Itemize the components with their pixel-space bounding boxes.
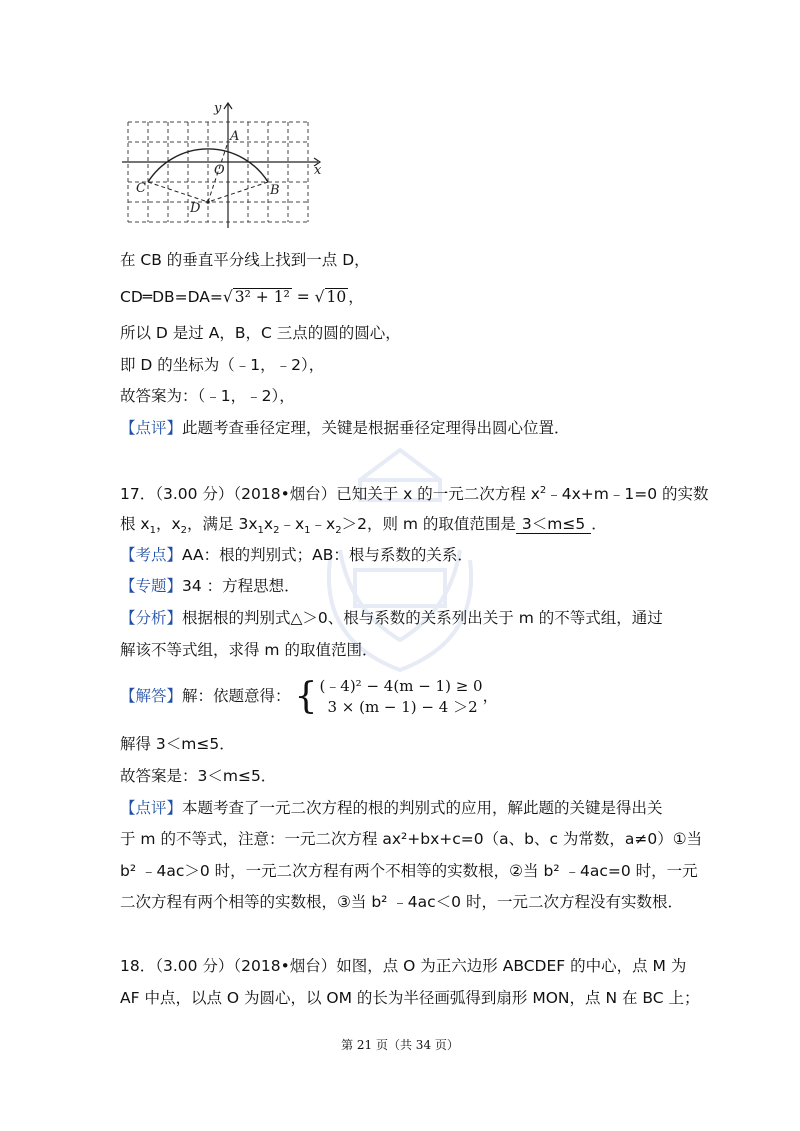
label-y: y [214,101,222,116]
q17-header: 17．（3.00 分）（2018•烟台）已知关于 x 的一元二次方程 $x^2﹣4x+m﹣1=0$ 的实数 [120,485,709,503]
q17-review-2: 于 m 的不等式，注意：一元二次方程 ax²+bx+c=0（a、b、c 为常数，a≠0）①当 [120,830,703,848]
q18-line1: 18．（3.00 分）（2018•烟台）如图，点 O 为正六边形 ABCDEF 的中心，点 M 为 [120,957,687,975]
q17-answer-line: 故答案是：3＜m≤5． [120,767,277,785]
label-a: A [230,129,240,144]
page-footer: 第 21 页（共 34 页） [341,1038,459,1052]
answer-blank: 3＜m≤5 [516,515,591,534]
label-o: O [214,163,225,178]
sol16-line2: CD═DB=DA=√ 3² + 1² = √ 10 ， [120,288,364,306]
system-eq2: 3 × (m − 1) − 4 ＞2 [327,697,478,716]
sol16-line2-suffix: ， [348,288,364,306]
coordinate-figure [118,100,328,230]
label-d: D [190,201,201,216]
q17-kaodian: 【考点】AA：根的判别式；AB：根与系数的关系． [120,546,473,564]
sol16-review [120,418,570,438]
review-tag: 【点评】 [120,419,183,437]
sol16-line5: 故答案为：（﹣1，﹣2）， [120,387,295,405]
q17-line2: 根 $x_1$，$x_2$，满足 $3x_1x_2﹣x_1﹣x_2>2$，则 m 的取值范围是 3＜m≤5 ． [120,515,607,536]
label-b: B [270,183,280,198]
q17-jiede: 解得 3＜m≤5． [120,735,235,753]
q17-fenxi-cont: 解该不等式组，求得 m 的取值范围． [120,641,378,659]
q17-review-3: b² ﹣4ac＞0 时，一元二次方程有两个不相等的实数根，②当 b² ﹣4ac=0 时，一元 [120,862,698,880]
q18-line2: AF 中点，以点 O 为圆心，以 OM 的长为半径画弧得到扇形 MON，点 N 在 BC 上； [120,989,700,1007]
q17-review-4: 二次方程有两个相等的实数根，③当 b² ﹣4ac＜0 时，一元二次方程没有实数根． [120,893,683,911]
sol16-line2-prefix: CD═DB=DA= [120,288,223,306]
q17-review: 【点评】本题考查了一元二次方程的根的判别式的应用，解此题的关键是得出关 [120,799,663,817]
q17-jieda: 【解答】解：依题意得： { (﹣4)² − 4(m − 1) ≥ 0 3 × (m − 1) − 4 ＞2， [120,675,499,717]
sqrt-result: 10 [326,288,347,306]
q17-fenxi: 【分析】根据根的判别式△＞0、根与系数的关系列出关于 m 的不等式组，通过 [120,609,663,627]
system-eq1: (﹣4)² − 4(m − 1) ≥ 0 [319,676,483,695]
sol16-line3: 所以 D 是过 A，B，C 三点的圆的圆心， [120,324,401,342]
review-text: 此题考查垂径定理，关键是根据垂径定理得出圆心位置． [182,419,570,437]
q17-zhuanti: 【专题】34 ：方程思想． [120,577,300,595]
sol16-line4: 即 D 的坐标为（﹣1，﹣2）， [120,356,325,374]
sqrt-inner: 3² + 1² [234,288,290,306]
sol16-line1: 在 CB 的垂直平分线上找到一点 D， [120,251,370,269]
label-x: x [314,163,322,178]
label-c: C [136,181,146,196]
eq-sign: = [291,288,315,306]
